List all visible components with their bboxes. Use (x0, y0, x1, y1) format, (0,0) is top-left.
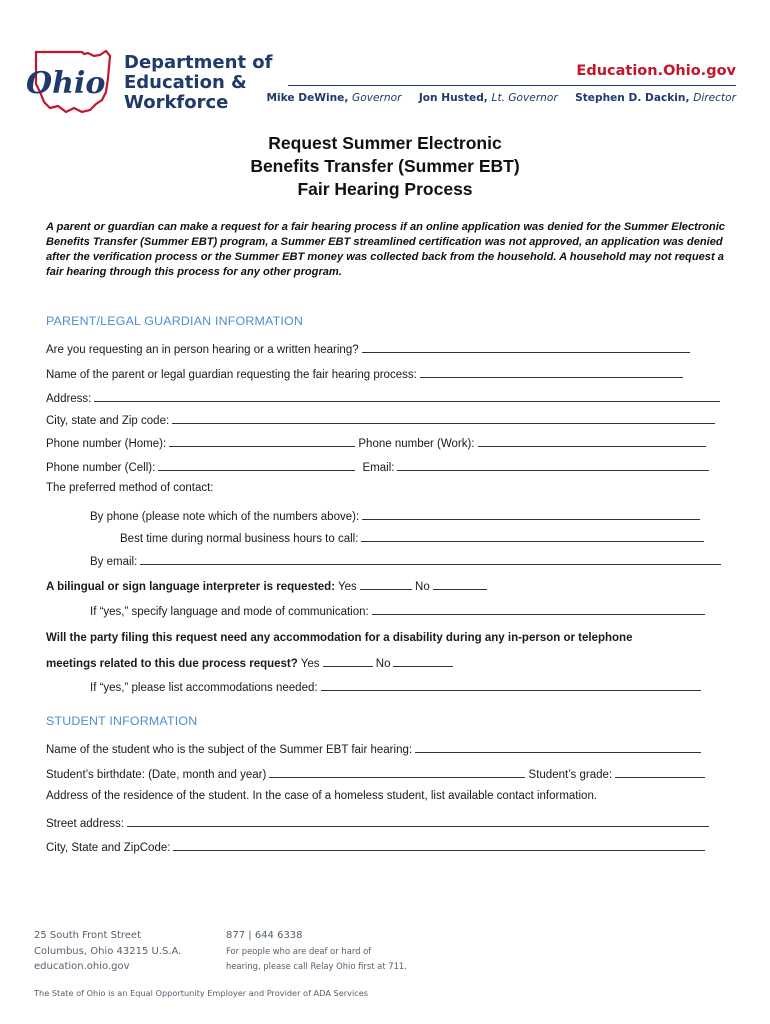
label-accom-no: No (375, 658, 391, 670)
label-phone-work: Phone number (Work): (358, 438, 475, 450)
row-accommodation-q1 (46, 632, 632, 644)
phone-cell-field[interactable] (158, 459, 355, 471)
label-grade: Student’s grade: (528, 769, 613, 781)
row-by-phone (90, 508, 700, 523)
label-accommodation-1: Will the party filing this request need any accommodation for a disability during any in-person or telephone (46, 632, 633, 644)
officials-line (252, 92, 736, 104)
footer-city: Columbus, Ohio 43215 U.S.A. (34, 945, 182, 957)
accom-yes-field[interactable] (323, 655, 373, 667)
row-street-address (46, 815, 709, 830)
label-guardian-name: Name of the parent or legal guardian requesting the fair hearing process: (46, 369, 417, 381)
best-time-field[interactable] (361, 530, 704, 542)
by-email-field[interactable] (140, 553, 721, 565)
email-field[interactable] (397, 459, 709, 471)
label-interp-language: If “yes,” specify language and mode of communication: (90, 606, 369, 618)
hearing-type-field[interactable] (362, 341, 690, 353)
row-by-email (90, 553, 721, 568)
dept-line-1: Department of (124, 52, 273, 73)
grade-field[interactable] (615, 766, 705, 778)
title-line-3: Fair Hearing Process (297, 179, 473, 199)
site-url[interactable]: Education.Ohio.gov (576, 63, 736, 79)
page-title (0, 132, 770, 201)
label-by-phone: By phone (please note which of the numbers above): (90, 511, 360, 523)
phone-work-field[interactable] (478, 435, 706, 447)
interp-yes-field[interactable] (360, 578, 412, 590)
footer-relay-1: For people who are deaf or hard of (226, 945, 372, 956)
accommodations-field[interactable] (321, 679, 701, 691)
row-pref-contact: The preferred method of contact: (46, 482, 214, 494)
footer-eoe: The State of Ohio is an Equal Opportunity Employer and Provider of ADA Services (34, 988, 369, 998)
label-street: Street address: (46, 818, 124, 830)
label-city: City, state and Zip code: (46, 415, 170, 427)
footer-street: 25 South Front Street (34, 930, 142, 941)
student-city-field[interactable] (173, 839, 705, 851)
label-interp-no: No (415, 581, 430, 593)
footer-address (34, 928, 181, 975)
city-field[interactable] (172, 412, 715, 424)
row-address (46, 390, 720, 405)
guardian-name-field[interactable] (420, 366, 683, 378)
label-accommodations-list: If “yes,” please list accommodations needed: (90, 682, 318, 694)
logo-wordmark: Ohio (26, 66, 106, 101)
row-interp-language (90, 603, 705, 618)
interp-no-field[interactable] (433, 578, 487, 590)
row-city (46, 412, 715, 427)
dept-line-2: Education & (124, 72, 247, 93)
footer-phone[interactable]: 877 | 644 6338 (226, 930, 303, 941)
department-name (124, 53, 294, 113)
label-address: Address: (46, 393, 92, 405)
row-accommodation-q2 (46, 655, 453, 670)
parent-section-heading: PARENT/LEGAL GUARDIAN INFORMATION (46, 314, 303, 328)
label-accommodation-2: meetings related to this due process request? (46, 658, 298, 670)
student-section-heading: STUDENT INFORMATION (46, 714, 198, 728)
ohio-logo (22, 48, 122, 116)
label-interpreter: A bilingual or sign language interpreter is requested: (46, 581, 336, 593)
label-interp-yes: Yes (338, 581, 357, 593)
label-phone-home: Phone number (Home): (46, 438, 167, 450)
interp-language-field[interactable] (372, 603, 705, 615)
label-accom-yes: Yes (300, 658, 320, 670)
row-phone-cell-email (46, 459, 709, 474)
dept-line-3: Workforce (124, 92, 229, 113)
student-name-field[interactable] (415, 741, 701, 753)
row-hearing-type (46, 341, 690, 356)
footer-relay-2: hearing, please call Relay Ohio first at 711. (226, 961, 407, 971)
label-student-name: Name of the student who is the subject of the Summer EBT fair hearing: (46, 744, 413, 756)
row-accommodations-list (90, 679, 701, 694)
row-guardian-name (46, 366, 683, 381)
label-by-email: By email: (90, 556, 138, 568)
row-student-name (46, 741, 701, 756)
row-best-time (120, 530, 704, 545)
birthdate-field[interactable] (269, 766, 525, 778)
row-interpreter (46, 578, 487, 593)
by-phone-field[interactable] (362, 508, 700, 520)
label-birthdate: Student’s birthdate: (Date, month and year) (46, 769, 267, 781)
label-email: Email: (362, 462, 395, 474)
official-lt-governor: Jon Husted, Lt. Governor (418, 92, 558, 104)
header-divider (288, 85, 736, 86)
row-birthdate-grade (46, 766, 705, 781)
phone-home-field[interactable] (169, 435, 355, 447)
title-line-2: Benefits Transfer (Summer EBT) (250, 156, 520, 176)
official-governor: Mike DeWine, Governor (266, 92, 402, 104)
intro-paragraph: A parent or guardian can make a request for a fair hearing process if an online application was denied for the Summer Electronic Benefits Transfer (Summer EBT) program, a Summer EBT streamlined certification was not approved, an application was denied after the verification process or the Summer EBT money was collected back from the household. A household may not request a fair hearing through this process for any other program. (46, 221, 725, 278)
footer-website[interactable]: education.ohio.gov (34, 961, 130, 972)
address-field[interactable] (94, 390, 720, 402)
accom-no-field[interactable] (393, 655, 453, 667)
label-best-time: Best time during normal business hours to call: (120, 533, 359, 545)
footer-contact (226, 928, 407, 975)
label-hearing-type: Are you requesting an in person hearing or a written hearing? (46, 344, 359, 356)
official-director: Stephen D. Dackin, Director (575, 92, 736, 104)
title-line-1: Request Summer Electronic (268, 133, 502, 153)
label-phone-cell: Phone number (Cell): (46, 462, 156, 474)
label-student-city: City, State and ZipCode: (46, 842, 171, 854)
street-field[interactable] (127, 815, 709, 827)
row-student-city (46, 839, 705, 854)
row-phone-home-work (46, 435, 706, 450)
row-address-note: Address of the residence of the student. In the case of a homeless student, list available contact information. (46, 790, 598, 802)
